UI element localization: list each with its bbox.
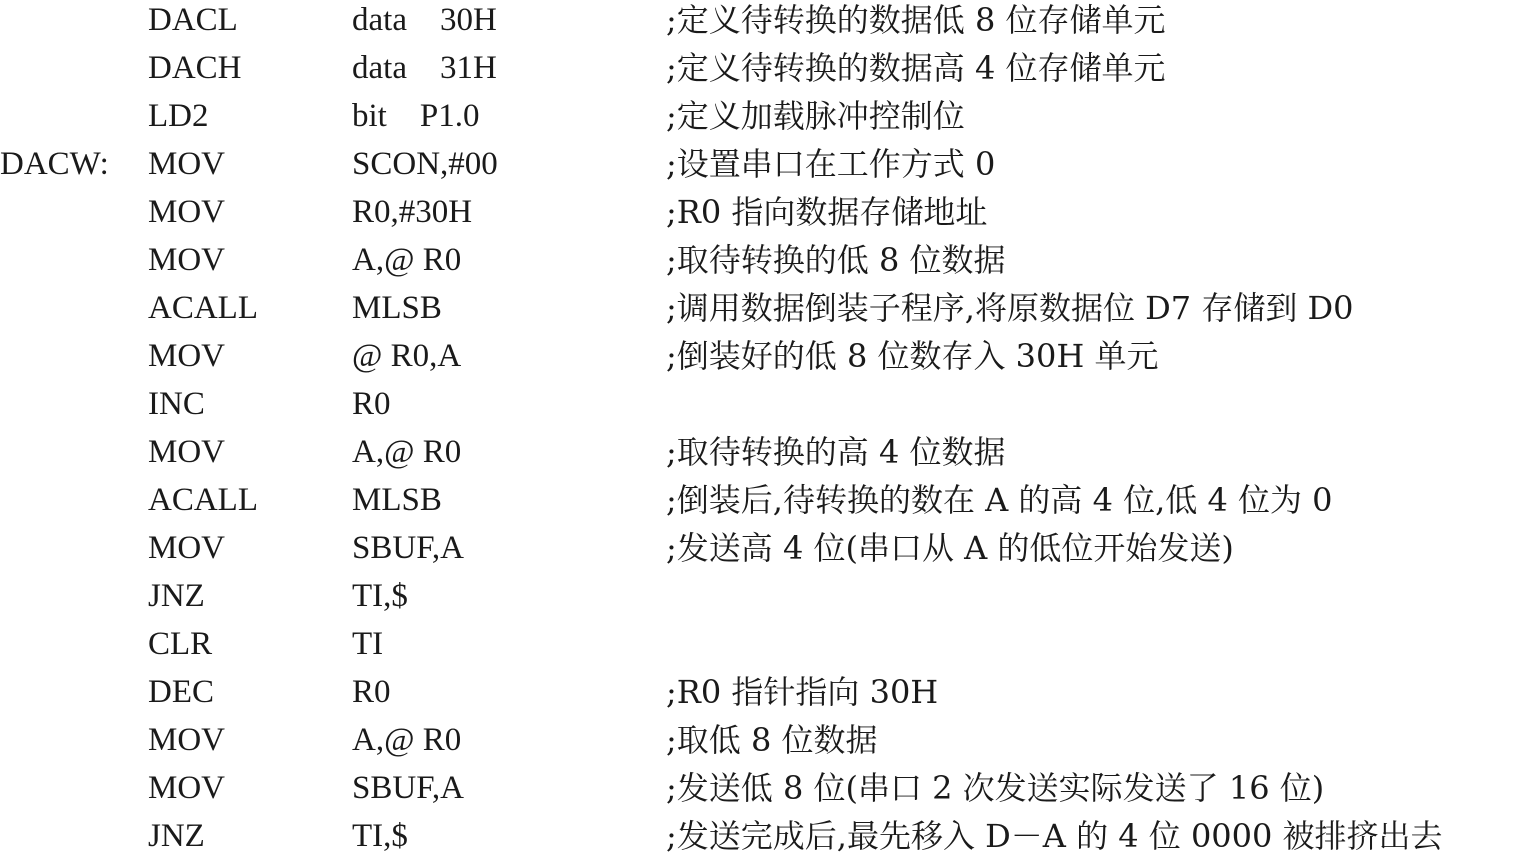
instruction-operand: R0,#30H [352, 194, 473, 230]
instruction-operand: TI [352, 626, 384, 662]
instruction-operand: MLSB [352, 290, 442, 326]
instruction-mnemonic: MOV [148, 194, 226, 230]
instruction-operand: TI,$ [352, 818, 408, 854]
instruction-mnemonic: DEC [148, 674, 214, 710]
code-line [0, 48, 1536, 96]
line-comment: ;调用数据倒装子程序,将原数据位 D7 存储到 D0 [666, 289, 1354, 327]
instruction-operand: SBUF,A [352, 530, 464, 566]
code-line [0, 768, 1536, 816]
instruction-operand: R0 [352, 674, 391, 710]
line-label: DACW: [0, 146, 109, 182]
instruction-operand: SBUF,A [352, 770, 464, 806]
line-comment: ;取待转换的高 4 位数据 [666, 433, 1006, 471]
instruction-operand: TI,$ [352, 578, 408, 614]
code-line [0, 528, 1536, 576]
instruction-mnemonic: JNZ [148, 578, 205, 614]
instruction-mnemonic: JNZ [148, 818, 205, 854]
line-comment: ;发送高 4 位(串口从 A 的低位开始发送) [666, 529, 1234, 567]
code-line [0, 240, 1536, 288]
instruction-mnemonic: MOV [148, 434, 226, 470]
instruction-mnemonic: MOV [148, 530, 226, 566]
instruction-mnemonic: MOV [148, 770, 226, 806]
line-comment: ;发送低 8 位(串口 2 次发送实际发送了 16 位) [666, 769, 1325, 807]
instruction-operand: data 31H [352, 50, 497, 86]
code-line [0, 624, 1536, 672]
instruction-operand: data 30H [352, 2, 497, 38]
code-line [0, 384, 1536, 432]
code-line [0, 336, 1536, 384]
instruction-operand: A,@ R0 [352, 242, 462, 278]
code-line [0, 288, 1536, 336]
instruction-operand: bit P1.0 [352, 98, 480, 134]
line-comment: ;R0 指针指向 30H [666, 673, 939, 711]
line-comment: ;发送完成后,最先移入 D－A 的 4 位 0000 被排挤出去 [666, 817, 1443, 855]
instruction-mnemonic: ACALL [148, 290, 258, 326]
line-comment: ;R0 指向数据存储地址 [666, 193, 988, 231]
line-comment: ;定义待转换的数据高 4 位存储单元 [666, 49, 1166, 87]
instruction-mnemonic: DACL [148, 2, 238, 38]
instruction-mnemonic: LD2 [148, 98, 209, 134]
instruction-mnemonic: DACH [148, 50, 242, 86]
instruction-operand: MLSB [352, 482, 442, 518]
instruction-operand: @ R0,A [352, 338, 462, 374]
instruction-operand: A,@ R0 [352, 434, 462, 470]
instruction-operand: A,@ R0 [352, 722, 462, 758]
line-comment: ;设置串口在工作方式 0 [666, 145, 996, 183]
line-comment: ;取待转换的低 8 位数据 [666, 241, 1006, 279]
instruction-mnemonic: CLR [148, 626, 213, 662]
instruction-mnemonic: INC [148, 386, 205, 422]
code-line [0, 144, 1536, 192]
code-line [0, 480, 1536, 528]
instruction-mnemonic: ACALL [148, 482, 258, 518]
instruction-operand: R0 [352, 386, 391, 422]
instruction-mnemonic: MOV [148, 146, 226, 182]
line-comment: ;倒装好的低 8 位数存入 30H 单元 [666, 337, 1159, 375]
instruction-operand: SCON,#00 [352, 146, 498, 182]
code-line [0, 432, 1536, 480]
code-line [0, 576, 1536, 624]
instruction-mnemonic: MOV [148, 338, 226, 374]
code-line [0, 0, 1536, 48]
code-line [0, 96, 1536, 144]
code-line [0, 192, 1536, 240]
code-line [0, 720, 1536, 768]
line-comment: ;定义加载脉冲控制位 [666, 97, 965, 135]
line-comment: ;定义待转换的数据低 8 位存储单元 [666, 1, 1166, 39]
instruction-mnemonic: MOV [148, 722, 226, 758]
line-comment: ;取低 8 位数据 [666, 721, 878, 759]
code-line [0, 672, 1536, 720]
line-comment: ;倒装后,待转换的数在 A 的高 4 位,低 4 位为 0 [666, 481, 1333, 519]
instruction-mnemonic: MOV [148, 242, 226, 278]
